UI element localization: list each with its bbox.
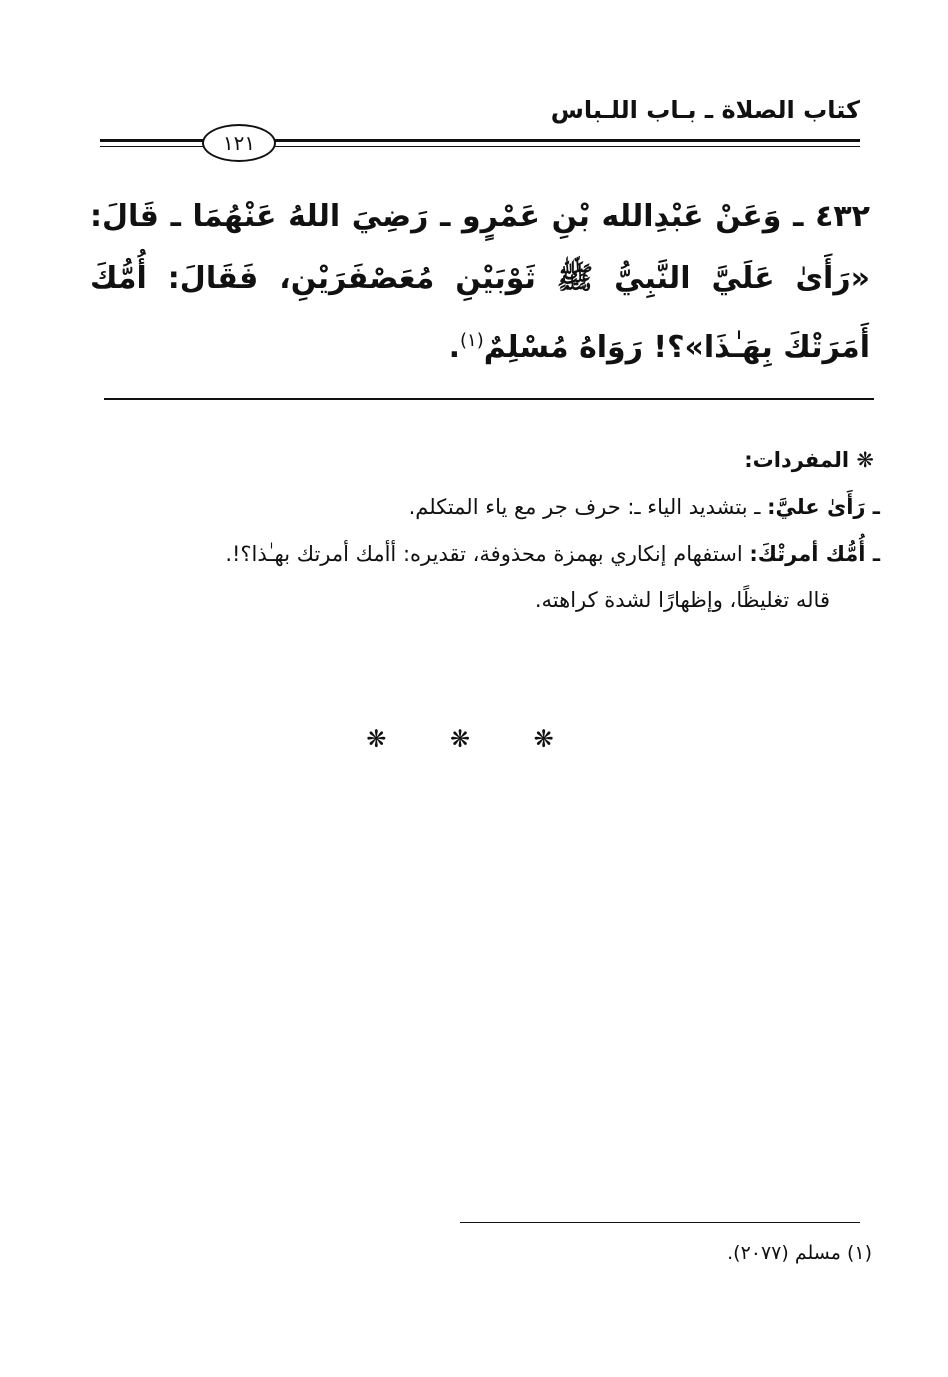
- hadith-paragraph: [90, 186, 870, 379]
- hadith-number: ٤٣٢: [815, 199, 870, 234]
- vocabulary-definition: ـ بتشديد الياء ـ: حرف جر مع ياء المتكلم.: [408, 495, 768, 519]
- hadith-text: وَعَنْ عَبْدِالله بْنِ عَمْرٍو ـ رَضِيَ اللهُ عَنْهُمَا ـ قَالَ: «رَأَىٰ عَلَيَّ النَّبِيُّ ﷺ ثَوْبَيْنِ مُعَصْفَرَيْنِ، فَقَالَ: أُمُّكَ أَمَرَتْكَ بِهَـٰذَا»؟! رَوَاهُ مُسْلِمٌ: [90, 199, 870, 365]
- footnote-rule: [460, 1222, 860, 1223]
- vocabulary-item: [409, 495, 880, 519]
- footnote-reference[interactable]: (١): [460, 330, 484, 351]
- main-text-rule: [104, 398, 874, 400]
- vocabulary-term: ـ أُمُّك أمرتْكَ:: [749, 542, 880, 566]
- page-number: ١٢١: [222, 131, 256, 155]
- hadith-end: .: [448, 330, 461, 365]
- vocabulary-definition: استفهام إنكاري بهمزة محذوفة، تقديره: أأمك أمرتك بهـٰذا؟!.: [225, 542, 750, 566]
- section-separator-stars: ❋ ❋ ❋: [366, 725, 582, 753]
- vocabulary-item: [225, 542, 880, 566]
- vocabulary-heading: ❋ المفردات:: [744, 448, 874, 472]
- vocabulary-definition: قاله تغليظًا، وإظهارًا لشدة كراهته.: [534, 588, 830, 612]
- footnote: (١) مسلم (٢٠٧٧).: [727, 1242, 872, 1264]
- hadith-dash: ـ: [781, 199, 804, 234]
- vocabulary-term: ـ رَأَىٰ عليَّ:: [767, 495, 880, 519]
- running-header-title: كتاب الصلاة ـ بـاب اللـباس: [550, 96, 860, 124]
- page-number-badge: [202, 124, 276, 162]
- vocabulary-continuation: [535, 588, 830, 612]
